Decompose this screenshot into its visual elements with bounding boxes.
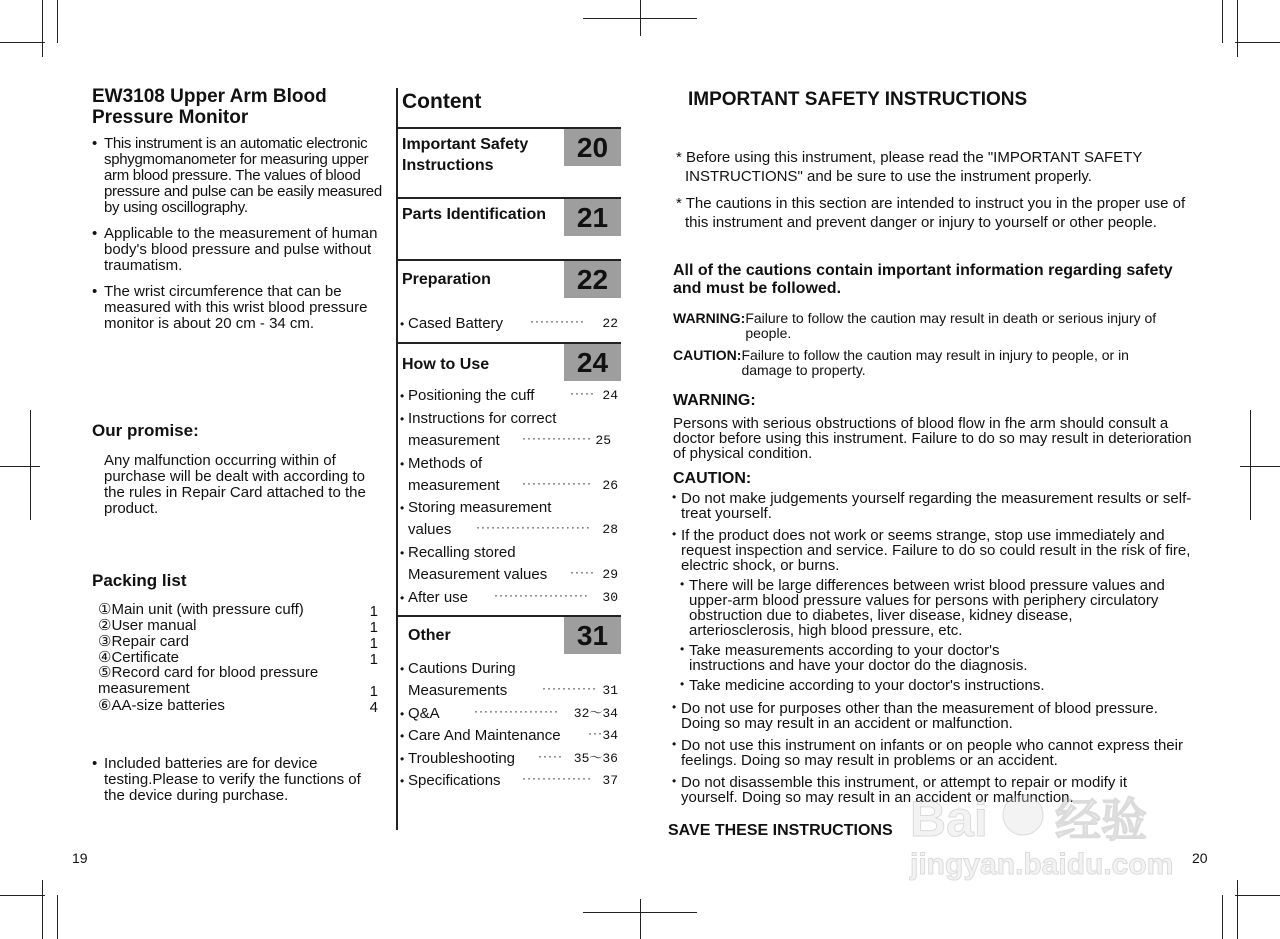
all-cautions: All of the cautions contain important information regarding safety and must be followed. [673,262,1173,297]
promise-title: Our promise: [92,421,199,440]
svg-text:经验: 经验 [1055,794,1147,846]
caution-heading: CAUTION: [673,470,752,487]
promise-text: Any malfunction occurring within of purchase will be dealt with according to the rules in Repair Card attached to the product. [104,452,366,517]
packing-list [98,601,382,716]
toc-item: • Positioning the cuff ····· 24 [400,385,622,407]
baidu-paw-icon [905,788,1205,888]
intro-list [92,136,384,332]
svg-text:Bai: Bai [910,791,988,847]
caution-item: • Do not make judgements yourself regarding the measurement results or self-treat yourself. [672,491,1200,521]
toc-section-safety: Important Safety Instructions 20 [397,127,621,199]
baidu-watermark-logo [905,788,1205,888]
warning-text: Persons with serious obstructions of blood flow in fhe arm should consult a doctor before using this instrument. Failure to do so may result in deterioration of physical condition. [673,415,1192,462]
toc-item: • Q&A ················· 32～34 [400,703,622,725]
toc-item: • Instructions for correct measurement ·············· 25 [400,408,615,452]
caution-item: • Do not disassemble this instrument, or attempt to repair or modify it yourself. Doing so may result in an accident or malfunction. [672,775,1171,805]
safety-title: IMPORTANT SAFETY INSTRUCTIONS [688,89,1028,110]
toc-item: • After use ··················· 30 [400,587,622,609]
safety-note: * The cautions in this section are intended to instruct you in the proper use of this instrument and prevent danger or injury to yourself or other people. [676,195,1186,231]
caution-sublist [672,578,1200,693]
caution-list [672,491,1200,805]
caution-item: • Do not use this instrument on infants or on people who cannot express their feelings. Doing so may result in problems or an accident. [672,738,1196,768]
contents-title: Content [402,90,482,113]
packing-row: ⑤Record card for blood pressure measurement 1 [98,664,378,700]
toc-item: • Cased Battery ··········· 22 [400,313,622,335]
intro-bullet: • Applicable to the measurement of human body's blood pressure and pulse without traumatism. [92,226,384,274]
toc-item: • Storing measurement values ······················· 28 [400,497,622,541]
page-number-left: 19 [72,850,88,866]
battery-note: • Included batteries are for device testing.Please to verify the functions of the device during purchase. [92,756,364,804]
packing-row: ①Main unit (with pressure cuff) 1 [98,601,378,620]
packing-row: ⑥AA-size batteries 4 [98,697,378,716]
caution-item: • Do not use for purposes other than the measurement of blood pressure. Doing so may result in an accident or malfunction. [672,701,1201,731]
caution-subitem: • Take measurements according to your doctor's instructions and have your doctor do the diagnosis. [680,643,1079,673]
toc-item: • Cautions During Measurements ··········· 31 [400,658,622,702]
page-number-right: 20 [1192,850,1208,866]
toc-item: • Recalling stored Measurement values ····· 29 [400,542,622,586]
caution-subitem: • There will be large differences between wrist blood pressure values and upper-arm blood pressure values for persons with periphery circulatory obstruction due to diabetes, liver disease, kidney disease, arteriosclerosis, high blood pressure, etc. [680,578,1179,638]
toc-item: • Care And Maintenance ··· 34 [400,725,622,747]
toc-item: • Troubleshooting ····· 35～36 [400,748,622,770]
toc-section-preparation: Preparation 22 [397,259,621,301]
toc-section-parts: Parts Identification 21 [397,197,621,261]
caution-subitem: • Take medicine according to your doctor's instructions. [680,678,1200,693]
toc-item: • Specifications ·············· 37 [400,770,622,792]
packing-row: ④Certificate 1 [98,649,378,668]
toc-item: • Methods of measurement ·············· 26 [400,453,622,497]
caution-definition: CAUTION:Failure to follow the caution may result in injury to people, or in damage to property. [673,347,1129,378]
packing-row: ②User manual 1 [98,617,378,636]
save-instructions: SAVE THESE INSTRUCTIONS [668,822,893,839]
warning-definition: WARNING:Failure to follow the caution may result in death or serious injury of people. [673,310,1157,341]
toc-section-other: Other 31 [397,615,621,657]
safety-note: * Before using this instrument, please read the "IMPORTANT SAFETY INSTRUCTIONS" and be sure to use the instrument properly. [676,149,1143,185]
caution-item: • If the product does not work or seems strange, stop use immediately and request inspection and service. Failure to do so could result in the risk of fire, electric shock, or burns. [672,528,1200,573]
intro-bullet: • This instrument is an automatic electronic sphygmomanometer for measuring upper arm blood pressure. The values of blood pressure and pulse can be easily measured by using oscillography. [92,136,384,216]
product-title: EW3108 Upper Arm Blood Pressure Monitor [92,86,327,128]
warning-heading: WARNING: [673,392,756,409]
packing-title: Packing list [92,571,187,590]
toc-section-howto: How to Use 24 [397,342,621,384]
packing-row: ③Repair card 1 [98,633,378,652]
svg-text:jingyan.baidu.com: jingyan.baidu.com [910,848,1174,881]
intro-bullet: • The wrist circumference that can be measured with this wrist blood pressure monitor is about 20 cm - 34 cm. [92,284,384,332]
